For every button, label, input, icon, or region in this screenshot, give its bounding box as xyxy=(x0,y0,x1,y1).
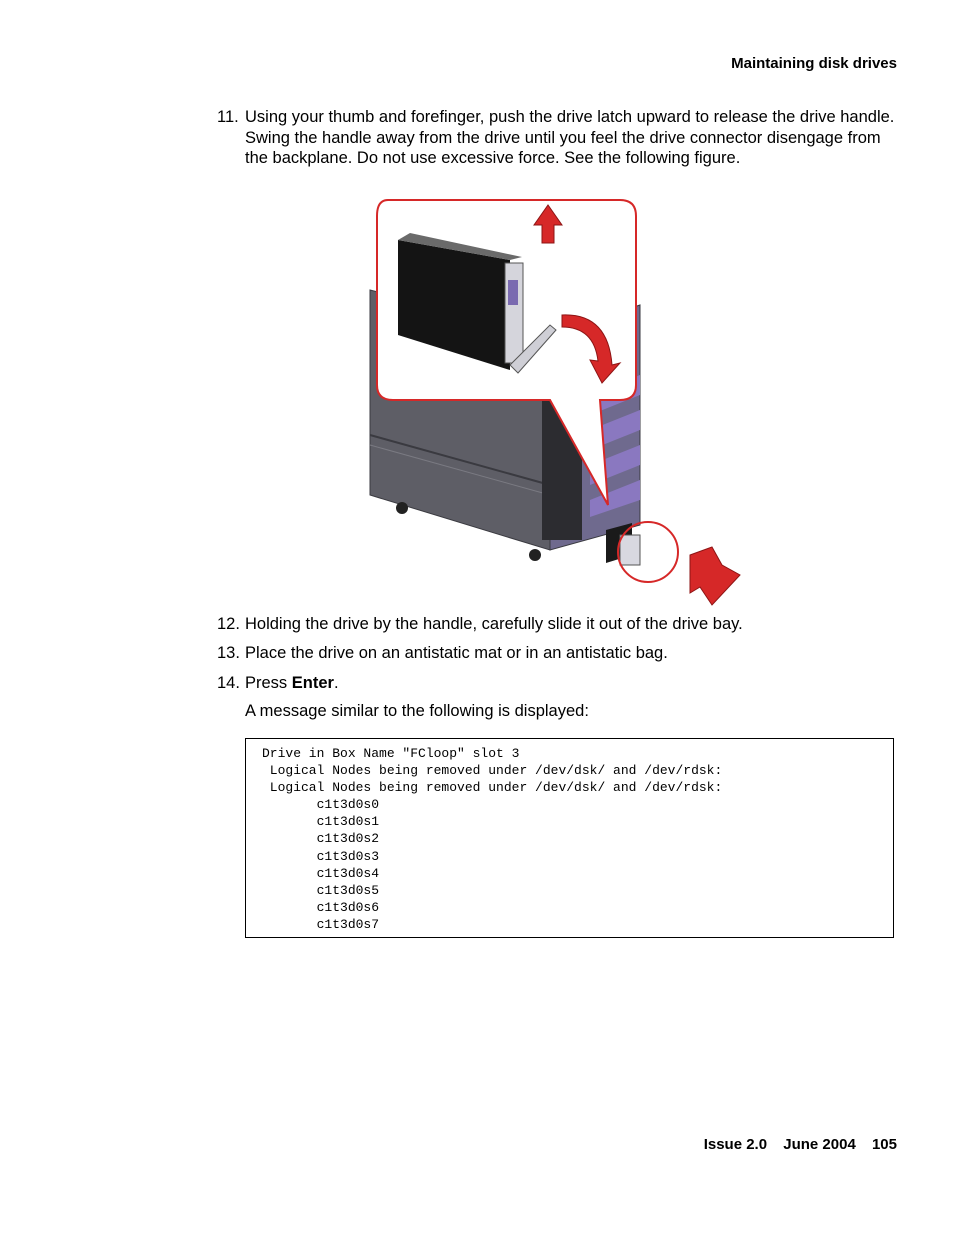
step-number: 14. xyxy=(217,674,240,692)
date-label: June 2004 xyxy=(783,1136,856,1153)
drive-removal-figure xyxy=(350,195,750,610)
ejected-drive xyxy=(606,523,640,565)
code-line: c1t3d0s7 xyxy=(262,916,380,932)
step-number: 13. xyxy=(217,644,240,662)
code-line: c1t3d0s6 xyxy=(262,899,380,915)
enter-key-label: Enter xyxy=(291,674,334,692)
step-text: Using your thumb and forefinger, push the drive latch upward to release the drive handle. Swing the handle away from the drive until you feel the drive connector disengage from the backplane. Do not use excessive force. See the following figure. xyxy=(245,108,895,167)
step-text: Holding the drive by the handle, carefully slide it out of the drive bay. xyxy=(245,615,743,633)
code-line: Logical Nodes being removed under /dev/dsk/ and /dev/rdsk: xyxy=(262,763,723,779)
step-number: 11. xyxy=(217,108,239,126)
step-text-before: Press xyxy=(245,674,292,692)
step-number: 12. xyxy=(217,615,240,633)
step-text-after: . xyxy=(333,674,339,692)
code-line: Drive in Box Name "FCloop" slot 3 xyxy=(262,746,520,761)
code-line: c1t3d0s5 xyxy=(262,882,380,898)
running-header: Maintaining disk drives xyxy=(731,55,897,72)
step-12 xyxy=(217,614,897,635)
slide-out-arrow-icon xyxy=(690,547,740,605)
console-output xyxy=(246,739,893,933)
step-11 xyxy=(217,107,897,169)
page-footer xyxy=(692,1136,897,1153)
console-output-box xyxy=(245,738,894,938)
step-14 xyxy=(217,673,897,694)
page-number: 105 xyxy=(871,1136,897,1153)
step-13 xyxy=(217,643,897,664)
message-intro: A message similar to the following is displayed: xyxy=(245,702,589,720)
code-line: c1t3d0s2 xyxy=(262,831,380,847)
step-text xyxy=(245,673,897,694)
code-line: c1t3d0s4 xyxy=(262,865,380,881)
code-line: Logical Nodes being removed under /dev/dsk/ and /dev/rdsk: xyxy=(262,780,723,796)
code-line: c1t3d0s0 xyxy=(262,797,380,813)
code-line: c1t3d0s1 xyxy=(262,814,380,830)
step-text: Place the drive on an antistatic mat or in an antistatic bag. xyxy=(245,644,668,662)
code-line: c1t3d0s3 xyxy=(262,848,380,864)
issue-label: Issue 2.0 xyxy=(703,1136,768,1153)
